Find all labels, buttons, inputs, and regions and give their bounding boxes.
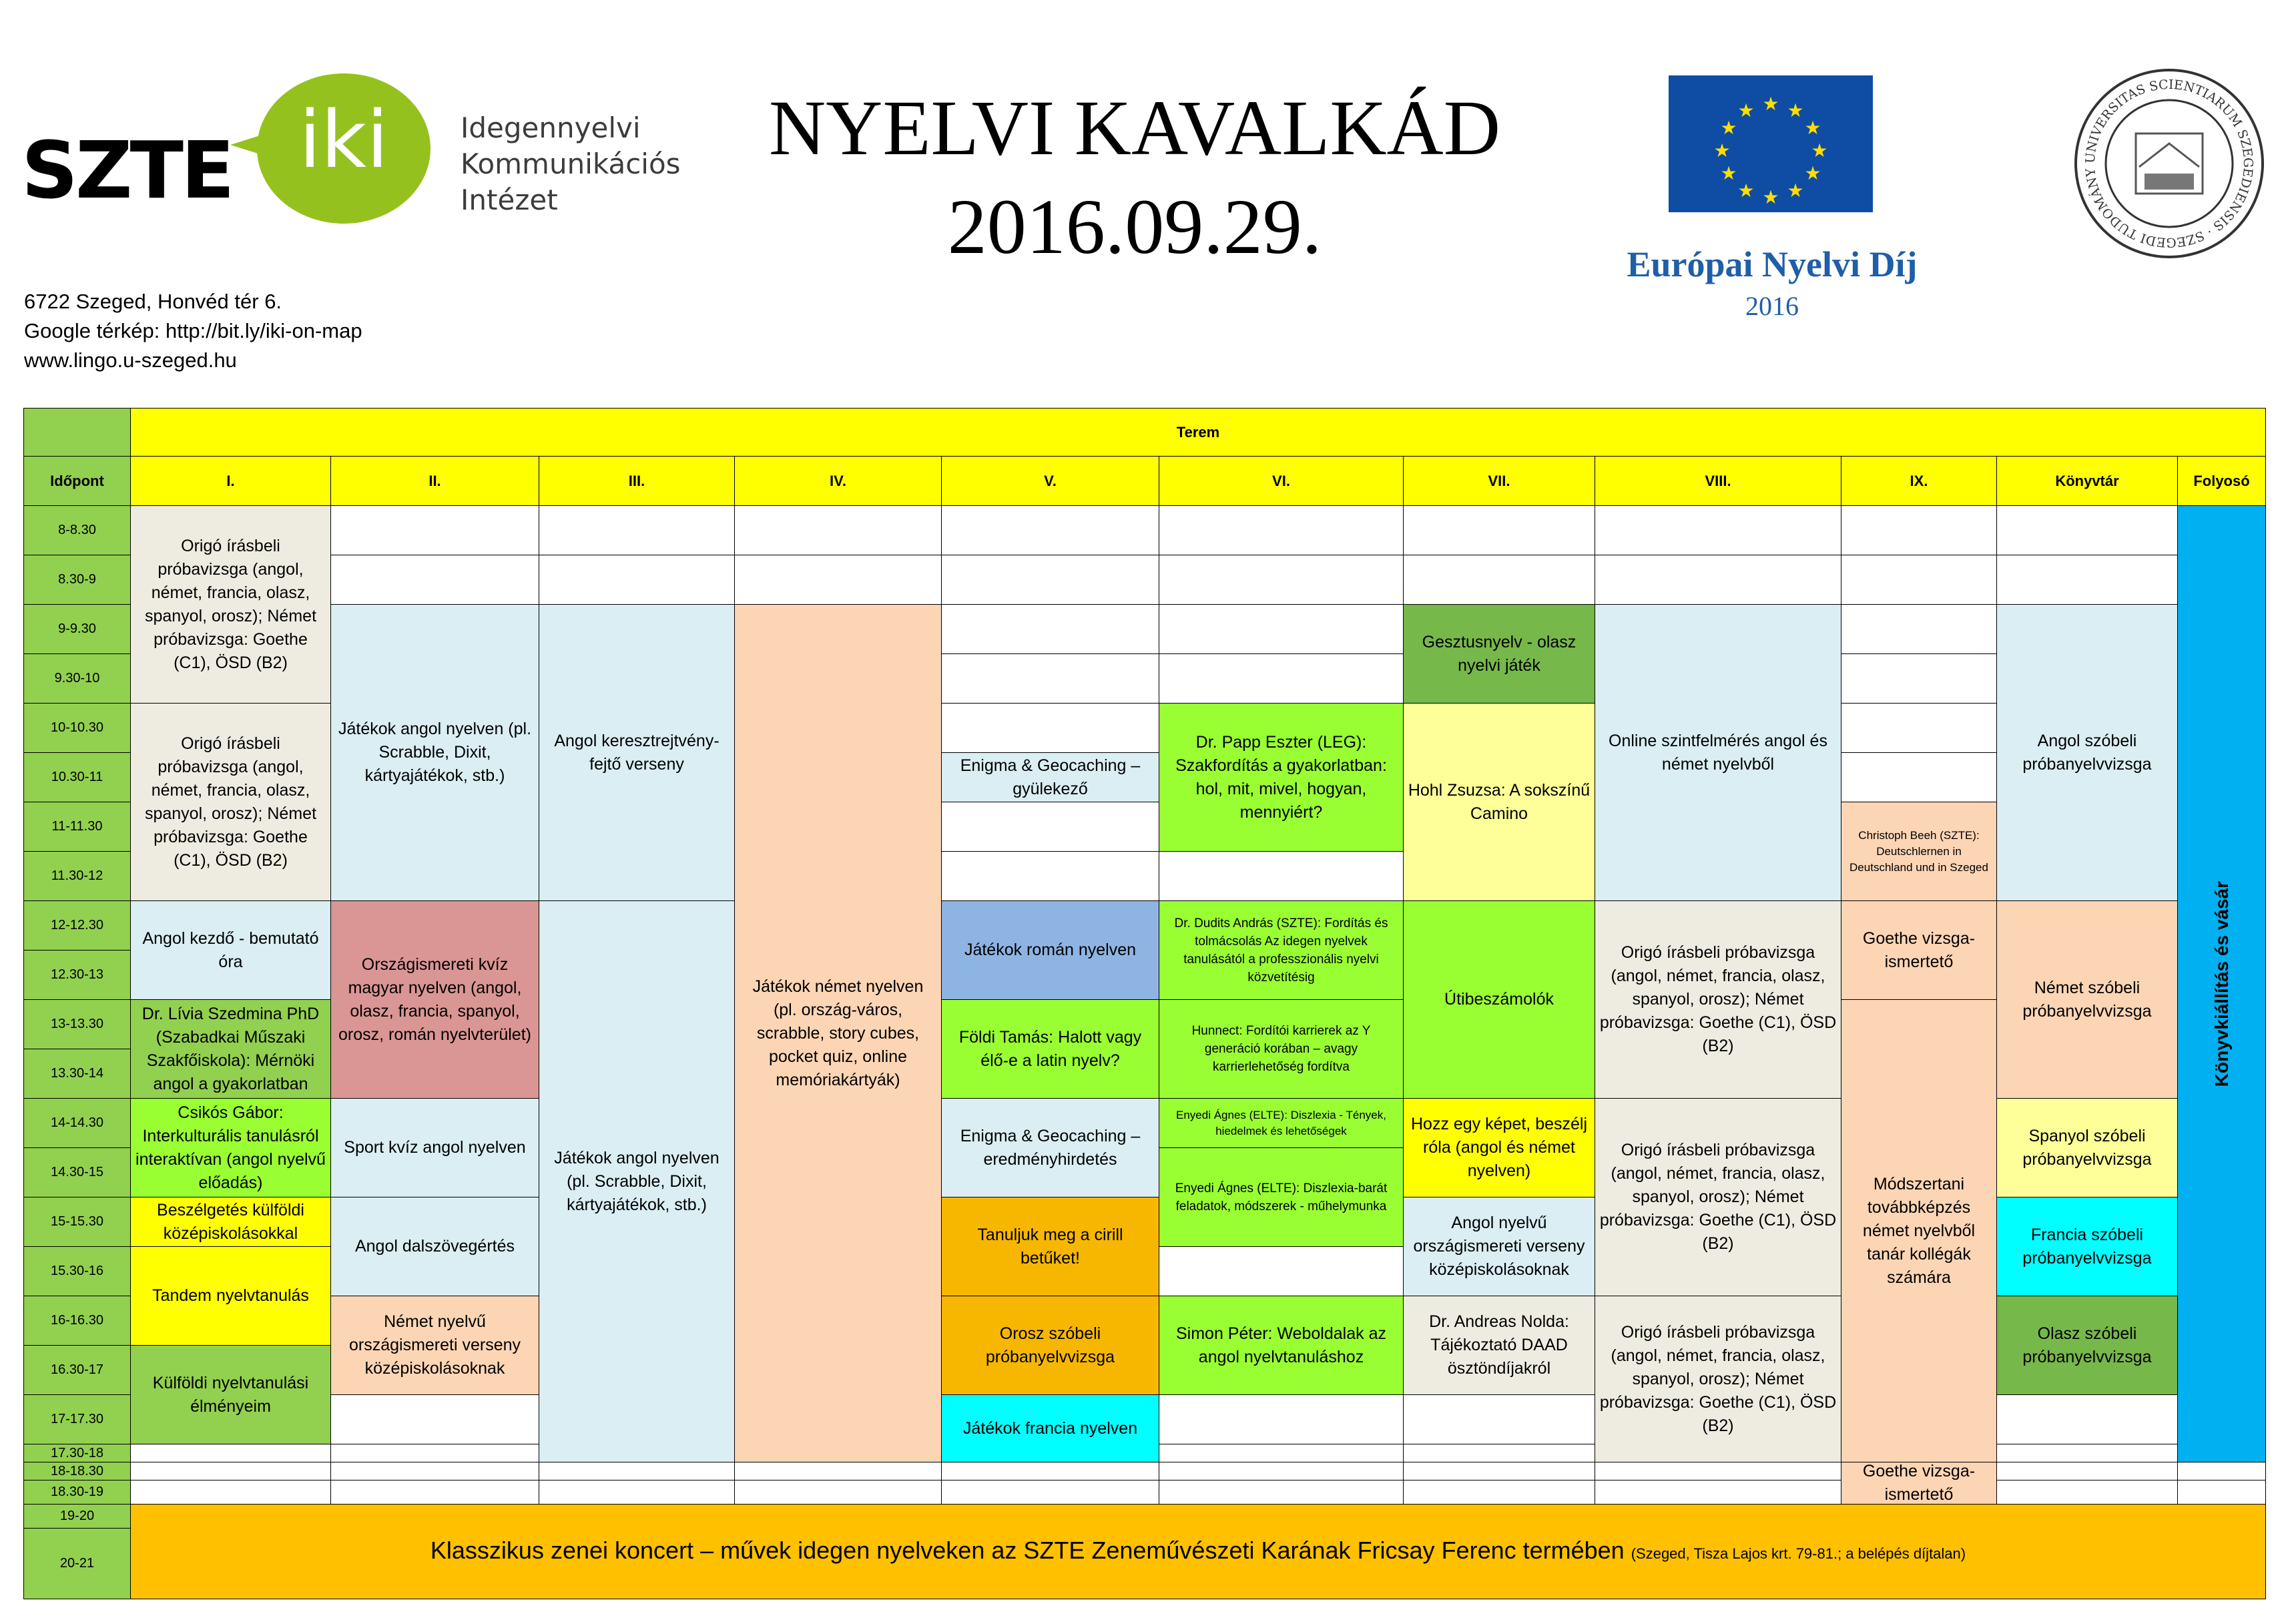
empty-slot: [1159, 505, 1404, 555]
time-slot: [23, 1345, 131, 1395]
empty-slot: [734, 1480, 942, 1505]
event-vi-2-text: Dr. Dudits András (SZTE): Fordítás és tolmácsolás Az idegen nyelvek tanulásától a professzionális nyelvi közvetítésig: [1174, 916, 1388, 985]
event-ii-1[interactable]: [330, 604, 539, 901]
time-slot-text: 12-12.30: [51, 918, 103, 932]
institute-line: Intézet: [461, 184, 558, 216]
time-slot: [23, 802, 131, 852]
eu-flag-icon: [1669, 75, 1873, 212]
event-ix-3-text: Módszertani továbbképzés német nyelvből tanár kollégák számára: [1862, 1174, 1976, 1287]
event-i-5[interactable]: [130, 1098, 331, 1197]
room-header: [130, 456, 331, 506]
event-iii-1-text: Angol keresztrejtvény-fejtő verseny: [554, 731, 720, 774]
empty-slot: [1159, 1394, 1404, 1444]
eu-award-year: 2016: [1745, 291, 1799, 321]
time-slot-text: 16-16.30: [51, 1313, 103, 1328]
event-vii-2[interactable]: [1403, 703, 1595, 901]
time-slot-text: 17.30-18: [51, 1445, 103, 1460]
time-slot-text: 10.30-11: [51, 770, 103, 784]
empty-slot: [941, 653, 1159, 704]
room-header-text: VII.: [1488, 473, 1510, 489]
room-header: [941, 456, 1159, 506]
empty-slot: [2177, 1462, 2266, 1480]
empty-slot: [1403, 1444, 1595, 1462]
empty-slot: [330, 1462, 539, 1480]
event-ii-3[interactable]: [330, 1098, 539, 1197]
empty-slot: [941, 505, 1159, 555]
empty-slot: [1403, 555, 1595, 605]
empty-slot: [1159, 851, 1404, 901]
time-slot: [23, 900, 131, 951]
empty-slot: [1595, 1462, 1841, 1480]
event-vi-1-text: Dr. Papp Eszter (LEG): Szakfordítás a gyakorlatban: hol, mit, mivel, hogyan, mennyiért?: [1175, 732, 1387, 822]
event-k-5-text: Olasz szóbeli próbanyelvvizsga: [2022, 1324, 2152, 1366]
empty-slot: [130, 1480, 331, 1505]
time-slot-text: 10-10.30: [51, 720, 103, 735]
empty-slot: [1159, 1462, 1404, 1480]
empty-slot: [1403, 1394, 1595, 1444]
empty-slot: [1403, 1462, 1595, 1480]
time-slot: [23, 999, 131, 1049]
szte-logo: SZTE: [21, 124, 232, 216]
time-slot: [23, 752, 131, 802]
room-header: [1159, 456, 1404, 506]
time-slot-text: 16.30-17: [51, 1362, 103, 1377]
event-v-7-text: Játékok francia nyelven: [962, 1418, 1138, 1438]
svg-text:★: ★: [1737, 180, 1755, 202]
time-slot: [23, 950, 131, 1000]
time-slot: [23, 1049, 131, 1099]
event-v-6[interactable]: [941, 1296, 1159, 1395]
address: 6722 Szeged, Honvéd tér 6.: [24, 290, 282, 313]
empty-slot: [734, 1462, 942, 1480]
event-ix-4-text: Goethe vizsga-ismertető: [1862, 1462, 1976, 1504]
empty-slot: [1996, 1394, 2178, 1444]
event-vi-6[interactable]: [1159, 1296, 1404, 1395]
svg-text:★: ★: [1804, 117, 1821, 139]
empty-slot: [1996, 1480, 2178, 1505]
event-f-1[interactable]: [2177, 505, 2266, 1462]
event-vii-5-text: Angol nyelvű országismereti verseny középiskolásoknak: [1413, 1213, 1585, 1279]
event-ii-4[interactable]: [330, 1197, 539, 1296]
institute-line: Kommunikációs: [461, 148, 681, 180]
time-slot: [23, 1246, 131, 1296]
event-i-6-text: Beszélgetés külföldi középiskolásokkal: [157, 1200, 304, 1243]
empty-slot: [1841, 505, 1997, 555]
event-v-7[interactable]: [941, 1394, 1159, 1462]
event-i-6[interactable]: [130, 1197, 331, 1247]
empty-slot: [941, 604, 1159, 654]
empty-slot: [1841, 703, 1997, 753]
svg-text:★: ★: [1720, 162, 1737, 184]
empty-slot: [130, 1462, 331, 1480]
svg-text:★: ★: [1737, 99, 1755, 121]
room-header-text: VI.: [1272, 473, 1290, 489]
time-slot: [23, 1147, 131, 1197]
empty-slot: [1841, 555, 1997, 605]
empty-slot: [1996, 1444, 2178, 1462]
empty-slot: [1841, 604, 1997, 654]
event-i-1-text: Origó írásbeli próbavizsga (angol, német, francia, olasz, spanyol, orosz); Német próbavizsga: Goethe (C1), ÖSD (B2): [144, 536, 317, 672]
room-header: [539, 456, 735, 506]
terem-header: [130, 408, 2266, 457]
event-viii-3[interactable]: [1595, 1098, 1841, 1296]
event-ii-2-text: Országismereti kvíz magyar nyelven (angol, olasz, francia, spanyol, orosz, román nyelvterület): [338, 955, 531, 1044]
time-slot: [23, 505, 131, 555]
empty-slot: [1996, 505, 2178, 555]
empty-slot: [1996, 555, 2178, 605]
event-k-1[interactable]: [1996, 604, 2178, 901]
room-header: [1403, 456, 1595, 506]
empty-slot: [1403, 505, 1595, 555]
event-i-3-text: Angol kezdő - bemutató óra: [142, 928, 319, 971]
time-slot-text: 14-14.30: [51, 1115, 103, 1130]
room-header-text: III.: [628, 473, 645, 489]
empty-slot: [1841, 653, 1997, 704]
svg-text:★: ★: [1804, 162, 1821, 184]
svg-text:★: ★: [1762, 93, 1779, 115]
corner-cell: [23, 408, 131, 457]
time-slot: [23, 851, 131, 901]
event-ix-3[interactable]: [1841, 999, 1997, 1462]
empty-slot: [734, 555, 942, 605]
time-slot-text: 8-8.30: [58, 523, 96, 537]
empty-slot: [2177, 1480, 2266, 1505]
time-slot-text: 9-9.30: [58, 621, 96, 636]
room-header-text: IX.: [1910, 473, 1928, 489]
svg-text:★: ★: [1811, 140, 1828, 162]
event-ii-4-text: Angol dalszövegértés: [354, 1237, 515, 1256]
time-slot-text: 18.30-19: [51, 1484, 103, 1499]
time-slot: [23, 1480, 131, 1505]
time-slot: [23, 1296, 131, 1346]
event-ii-5-text: Német nyelvű országismereti verseny középiskolásoknak: [348, 1312, 521, 1378]
event-ix-1-text: Christoph Beeh (SZTE): Deutschlernen in Deutschland und in Szeged: [1849, 828, 1988, 874]
empty-slot: [1159, 1246, 1404, 1296]
event-viii-2-text: Origó írásbeli próbavizsga (angol, német, francia, olasz, spanyol, orosz); Német próbavizsga: Goethe (C1), ÖSD (B2): [1599, 943, 1837, 1055]
event-f-1-text: Könyvkiállítás és vásár: [2211, 880, 2232, 1087]
empty-slot: [130, 1444, 331, 1462]
empty-slot: [1159, 1444, 1404, 1462]
room-header: [2177, 456, 2266, 506]
svg-text:★: ★: [1713, 140, 1731, 162]
event-vi-4[interactable]: [1159, 1098, 1404, 1148]
empty-slot: [330, 505, 539, 555]
time-slot: [23, 604, 131, 654]
event-k-2[interactable]: [1996, 900, 2178, 1099]
time-slot: [23, 1394, 131, 1444]
empty-slot: [941, 1462, 1159, 1480]
event-vii-3-text: Útibeszámolók: [1444, 990, 1554, 1009]
empty-slot: [539, 1462, 735, 1480]
event-vi-2[interactable]: [1159, 900, 1404, 1000]
iki-logo-text: iki: [299, 93, 388, 186]
event-ii-3-text: Sport kvíz angol nyelven: [344, 1138, 526, 1157]
svg-text:★: ★: [1762, 186, 1779, 208]
empty-slot: [539, 555, 735, 605]
event-k-3-text: Spanyol szóbeli próbanyelvvizsga: [2022, 1126, 2152, 1169]
empty-slot: [1159, 555, 1404, 605]
time-slot: [23, 653, 131, 704]
empty-slot: [1595, 505, 1841, 555]
empty-slot: [941, 703, 1159, 753]
event-ix-2-text: Goethe vizsga-ismertető: [1862, 928, 1976, 971]
time-slot: [23, 1098, 131, 1148]
time-slot-text: 14.30-15: [51, 1165, 103, 1179]
event-iii-1[interactable]: [539, 604, 735, 901]
time-slot-text: 15-15.30: [51, 1214, 103, 1229]
time-slot: [23, 1197, 131, 1247]
event-iv-1-text: Játékok német nyelven (pl. ország-város, scrabble, story cubes, pocket quiz, online memóriakártyák): [752, 977, 924, 1089]
event-i-3[interactable]: [130, 900, 331, 1000]
terem-header-text: Terem: [1176, 424, 1220, 441]
idopont-header-text: Időpont: [50, 473, 104, 489]
event-v-4[interactable]: [941, 1098, 1159, 1197]
time-slot-text: 19-20: [59, 1509, 95, 1523]
empty-slot: [330, 1394, 539, 1444]
room-header-text: VIII.: [1705, 473, 1731, 489]
empty-slot: [734, 505, 942, 555]
room-header-text: Folyosó: [2193, 473, 2250, 489]
event-v-4-text: Enigma & Geocaching – eredményhirdetés: [960, 1126, 1141, 1169]
time-slot: [23, 703, 131, 753]
event-vii-1[interactable]: [1403, 604, 1595, 704]
time-slot: [23, 1528, 131, 1599]
room-header: [734, 456, 942, 506]
event-k-3[interactable]: [1996, 1098, 2178, 1197]
event-vi-6-text: Simon Péter: Weboldalak az angol nyelvtanuláshoz: [1176, 1324, 1386, 1366]
website-link[interactable]: www.lingo.u-szeged.hu: [24, 348, 237, 372]
event-k-2-text: Német szóbeli próbanyelvvizsga: [2022, 978, 2152, 1021]
event-vi-5[interactable]: [1159, 1147, 1404, 1247]
empty-slot: [941, 1480, 1159, 1505]
concert-banner[interactable]: [130, 1504, 2266, 1599]
event-vi-3[interactable]: [1159, 999, 1404, 1099]
event-v-1[interactable]: [941, 752, 1159, 802]
empty-slot: [941, 802, 1159, 852]
event-viii-4-text: Origó írásbeli próbavizsga (angol, német, francia, olasz, spanyol, orosz); Német próbavizsga: Goethe (C1), ÖSD (B2): [1599, 1322, 1837, 1435]
svg-text:★: ★: [1787, 99, 1804, 121]
event-vii-4-text: Hozz egy képet, beszélj róla (angol és német nyelven): [1410, 1115, 1588, 1180]
title-date: 2016.09.29.: [947, 183, 1322, 270]
time-slot-text: 15.30-16: [51, 1264, 103, 1278]
room-header: [330, 456, 539, 506]
event-ii-5[interactable]: [330, 1296, 539, 1395]
room-header-text: I.: [226, 473, 235, 489]
event-i-7-text: Tandem nyelvtanulás: [152, 1286, 309, 1305]
event-viii-2[interactable]: [1595, 900, 1841, 1099]
empty-slot: [941, 555, 1159, 605]
event-v-3[interactable]: [941, 999, 1159, 1099]
svg-text:UNIVERSITAS SCIENTIARUM SZEGED: UNIVERSITAS SCIENTIARUM SZEGEDIENSIS · SZEGEDI TUDOMÁNY: [2082, 77, 2256, 250]
empty-slot: [1996, 1462, 2178, 1480]
time-slot: [23, 1462, 131, 1480]
time-slot-text: 11.30-12: [51, 868, 103, 883]
time-slot-text: 18-18.30: [51, 1463, 103, 1478]
event-vii-2-text: Hohl Zsuzsa: A sokszínű Camino: [1408, 780, 1591, 823]
concert-note: (Szeged, Tisza Lajos krt. 79-81.; a belépés díjtalan): [1631, 1545, 1966, 1562]
empty-slot: [1159, 653, 1404, 704]
time-slot-text: 12.30-13: [51, 967, 103, 982]
time-slot-text: 20-21: [59, 1556, 95, 1571]
empty-slot: [1841, 752, 1997, 802]
empty-slot: [1159, 1480, 1404, 1505]
empty-slot: [330, 1480, 539, 1505]
event-iii-2[interactable]: [539, 900, 735, 1462]
event-ix-4[interactable]: [1841, 1462, 1997, 1505]
time-slot-text: 17-17.30: [51, 1412, 103, 1426]
event-v-2[interactable]: [941, 900, 1159, 1000]
event-k-1-text: Angol szóbeli próbanyelvvizsga: [2022, 731, 2152, 774]
event-vii-1-text: Gesztusnyelv - olasz nyelvi játék: [1422, 632, 1577, 675]
event-viii-1[interactable]: [1595, 604, 1841, 901]
event-v-5[interactable]: [941, 1197, 1159, 1296]
event-vii-6[interactable]: [1403, 1296, 1595, 1395]
event-i-1[interactable]: [130, 505, 331, 704]
room-header: [1841, 456, 1997, 506]
event-k-4[interactable]: [1996, 1197, 2178, 1296]
empty-slot: [330, 1444, 539, 1462]
event-i-8-text: Külföldi nyelvtanulási élményeim: [152, 1373, 309, 1416]
room-header-text: Könyvtár: [2055, 473, 2119, 489]
svg-text:★: ★: [1787, 180, 1804, 202]
empty-slot: [539, 1480, 735, 1505]
room-header-text: V.: [1044, 473, 1057, 489]
event-i-2-text: Origó írásbeli próbavizsga (angol, német, francia, olasz, spanyol, orosz); Német próbavizsga: Goethe (C1), ÖSD (B2): [144, 734, 317, 870]
empty-slot: [1595, 555, 1841, 605]
event-i-8[interactable]: [130, 1345, 331, 1444]
room-header: [1595, 456, 1841, 506]
page-title: [768, 79, 1502, 276]
event-iii-2-text: Játékok angol nyelven (pl. Scrabble, Dixit, kártyajátékok, stb.): [554, 1148, 720, 1214]
empty-slot: [539, 505, 735, 555]
event-ii-1-text: Játékok angol nyelven (pl. Scrabble, Dixit, kártyajátékok, stb.): [338, 720, 532, 785]
idopont-header: [23, 456, 131, 506]
empty-slot: [941, 851, 1159, 901]
empty-slot: [1159, 604, 1404, 654]
event-i-7[interactable]: [130, 1246, 331, 1346]
concert-text: Klasszikus zenei koncert – művek idegen nyelveken az SZTE Zeneművészeti Karának Fricsay Ferenc termében (Szeged, Tisza Lajos krt. 79-81.; a belépés díjtalan): [430, 1536, 1966, 1564]
university-seal-icon: [2072, 67, 2266, 260]
event-vii-6-text: Dr. Andreas Nolda: Tájékoztató DAAD ösztöndíjakról: [1429, 1312, 1569, 1378]
event-i-4-text: Dr. Lívia Szedmina PhD (Szabadkai Műszaki Szakfőiskola): Mérnöki angol a gyakorlatban: [141, 1004, 320, 1093]
event-vi-5-text: Enyedi Ágnes (ELTE): Diszlexia-barát feladatok, módszerek - műhelymunka: [1175, 1181, 1388, 1213]
eu-award-label: Európai Nyelvi Díj: [1627, 244, 1918, 284]
event-v-1-text: Enigma & Geocaching – gyülekező: [960, 756, 1141, 798]
event-v-5-text: Tanuljuk meg a cirill betűket!: [977, 1225, 1123, 1268]
event-vii-5[interactable]: [1403, 1197, 1595, 1296]
event-ix-1[interactable]: [1841, 802, 1997, 901]
event-ix-2[interactable]: [1841, 900, 1997, 1000]
event-v-2-text: Játékok román nyelven: [964, 940, 1137, 959]
map-link[interactable]: Google térkép: http://bit.ly/iki-on-map: [24, 319, 362, 342]
event-k-5[interactable]: [1996, 1296, 2178, 1395]
empty-slot: [330, 555, 539, 605]
time-slot-text: 8.30-9: [58, 572, 96, 587]
event-v-3-text: Földi Tamás: Halott vagy élő-e a latin nyelv?: [958, 1027, 1142, 1070]
time-slot-text: 9.30-10: [54, 671, 100, 686]
contact-info: [24, 287, 362, 375]
svg-text:★: ★: [1720, 117, 1737, 139]
event-i-5-text: Csikós Gábor: Interkulturális tanulásról interaktívan (angol nyelvű előadás): [135, 1103, 326, 1192]
event-vi-4-text: Enyedi Ágnes (ELTE): Diszlexia - Tények, hiedelmek és lehetőségek: [1176, 1108, 1386, 1137]
room-header: [1996, 456, 2178, 506]
event-vii-4[interactable]: [1403, 1098, 1595, 1197]
event-v-6-text: Orosz szóbeli próbanyelvvizsga: [985, 1324, 1115, 1366]
room-header-text: IV.: [830, 473, 846, 489]
event-i-4[interactable]: [130, 999, 331, 1099]
event-viii-3-text: Origó írásbeli próbavizsga (angol, német, francia, olasz, spanyol, orosz); Német próbavizsga: Goethe (C1), ÖSD (B2): [1599, 1141, 1837, 1253]
event-ii-2[interactable]: [330, 900, 539, 1099]
event-i-2[interactable]: [130, 703, 331, 901]
title-line: NYELVI KAVALKÁD: [769, 84, 1500, 172]
event-k-4-text: Francia szóbeli próbanyelvvizsga: [2022, 1225, 2152, 1268]
empty-slot: [1403, 1480, 1595, 1505]
event-vi-3-text: Hunnect: Fordítói karrierek az Y generáció korában – avagy karrierlehetőség fordítva: [1191, 1024, 1371, 1074]
room-header-text: II.: [428, 473, 441, 489]
time-slot-text: 13-13.30: [51, 1017, 103, 1031]
time-slot-text: 11-11.30: [51, 819, 103, 834]
event-viii-4[interactable]: [1595, 1296, 1841, 1462]
event-viii-1-text: Online szintfelmérés angol és német nyelvből: [1609, 731, 1827, 774]
event-vii-3[interactable]: [1403, 900, 1595, 1099]
time-slot: [23, 555, 131, 605]
time-slot: [23, 1444, 131, 1462]
time-slot-text: 13.30-14: [51, 1066, 103, 1081]
event-vi-1[interactable]: [1159, 703, 1404, 852]
time-slot: [23, 1504, 131, 1529]
empty-slot: [1595, 1480, 1841, 1505]
institute-name: [461, 110, 681, 218]
institute-line: Idegennyelvi: [461, 111, 641, 144]
event-iv-1[interactable]: [734, 604, 942, 1462]
